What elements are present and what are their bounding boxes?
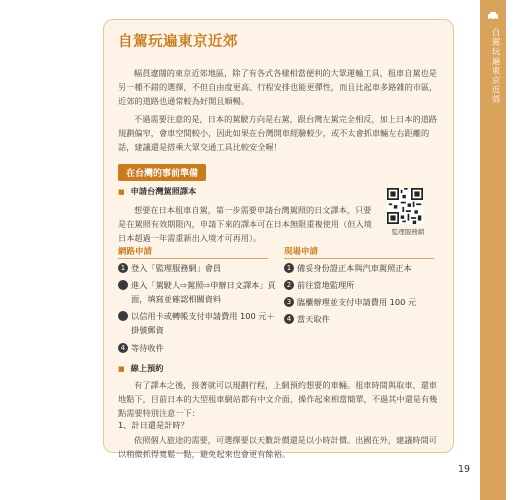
step-text: 登入「監理服務網」會員 [131,263,222,273]
bullet-title: 線上預約 [130,363,164,373]
step-text: 前往當地監理所 [297,280,355,290]
car-icon [487,10,499,22]
onsite-divider [284,258,434,259]
license-paragraph: 想要在日本租車自駕，第一步需要申請台灣駕照的日文譯本，只要是在駕照有效期限內，申請下來的譯本可在日本無限重複使用（但入境日本超過一年需重新出入境才可再用）。 [118,205,372,243]
step-number-2-icon: 2 [284,280,294,290]
step-number-4-icon: 4 [284,314,294,324]
chapter-sidebar [480,0,506,500]
onsite-apply-header: 現場申請 [284,247,319,257]
onsite-step [284,296,444,310]
qr-caption: 監理服務網 [391,228,425,236]
step-text: 臨櫃辦理並支付申請費用 100 元 [297,297,417,307]
online-step [118,342,278,356]
bullet-title: 申請台灣駕照譯本 [130,186,197,196]
bullet-icon: ■ [118,188,125,196]
content-card [103,19,454,459]
step-number-1-icon: 1 [118,263,128,273]
step-number-4-icon: 4 [118,343,128,353]
step-number-3-icon: 3 [118,311,128,321]
bullet-icon: ■ [118,365,125,373]
online-step [118,262,278,276]
online-apply-header: 網路申請 [118,247,153,257]
page-number: 19 [458,464,471,475]
step-number-2-icon: 2 [118,280,128,290]
onsite-step [284,279,444,293]
booking-paragraph: 有了譯本之後，接著就可以規劃行程，上網預約想要的車輛。租車時間與取車、還車地點下，目前日本的大型租車網站都有中文介面，操作起來相當簡單，不過其中還是有幾點需要特別注意一下： [118,380,438,418]
online-divider [118,258,268,259]
onsite-step [284,262,444,276]
step-text: 備妥身份證正本與汽車駕照正本 [297,263,412,273]
step-text: 以信用卡或轉帳支付申請費用 100 元＋掛號郵資 [131,311,275,335]
step-number-1-icon: 1 [284,263,294,273]
subsection-paragraph: 依照個人旅途的需要，可選擇要以天數計價還是以小時計價。出國在外，建議時間可以稍微抓得寬鬆一點，避免起來也會更有餘裕。 [118,435,437,459]
intro-paragraph-1: 幅員遼闊的東京近郊地區，除了有各式各樣相當便利的大眾運輸工具，租車自駕也是另一種不錯的選擇，不但自由度更高、行程安排也能更彈性，而且比起車多路雜的市區，近郊的道路也通常較為好開且順暢。 [118,68,438,106]
onsite-step [284,313,444,327]
online-step [114,279,281,306]
intro-paragraph-2: 不過需要注意的是，日本的駕駛方向是右駕，跟台灣左駕完全相反，加上日本的道路規劃偏窄，會車空間較小，因此如果在台灣開車經驗較少，或不太會抓車輛左右距離的話，建議還是搭乘大眾交通工具比較安全喔！ [118,114,437,152]
bullet-heading-booking [118,363,163,374]
qr-code-icon[interactable] [387,188,423,224]
bullet-heading-license [118,186,196,197]
section-tag: 在台灣的事前準備 [118,164,206,181]
sidebar-chapter-label: 自駕玩遍東京近郊 [490,28,500,104]
step-text: 當天取件 [297,314,330,324]
online-step [114,310,281,337]
page-title: 自駕玩遍東京近郊 [118,34,238,50]
step-number-3-icon: 3 [284,297,294,307]
step-text: 進入「駕駛人⇨駕照⇨申辦日文譯本」頁面，填寫並確認相關資料 [131,280,276,304]
subsection-heading: 1、計日還是計時？ [118,420,189,430]
step-text: 等待收件 [131,343,164,353]
